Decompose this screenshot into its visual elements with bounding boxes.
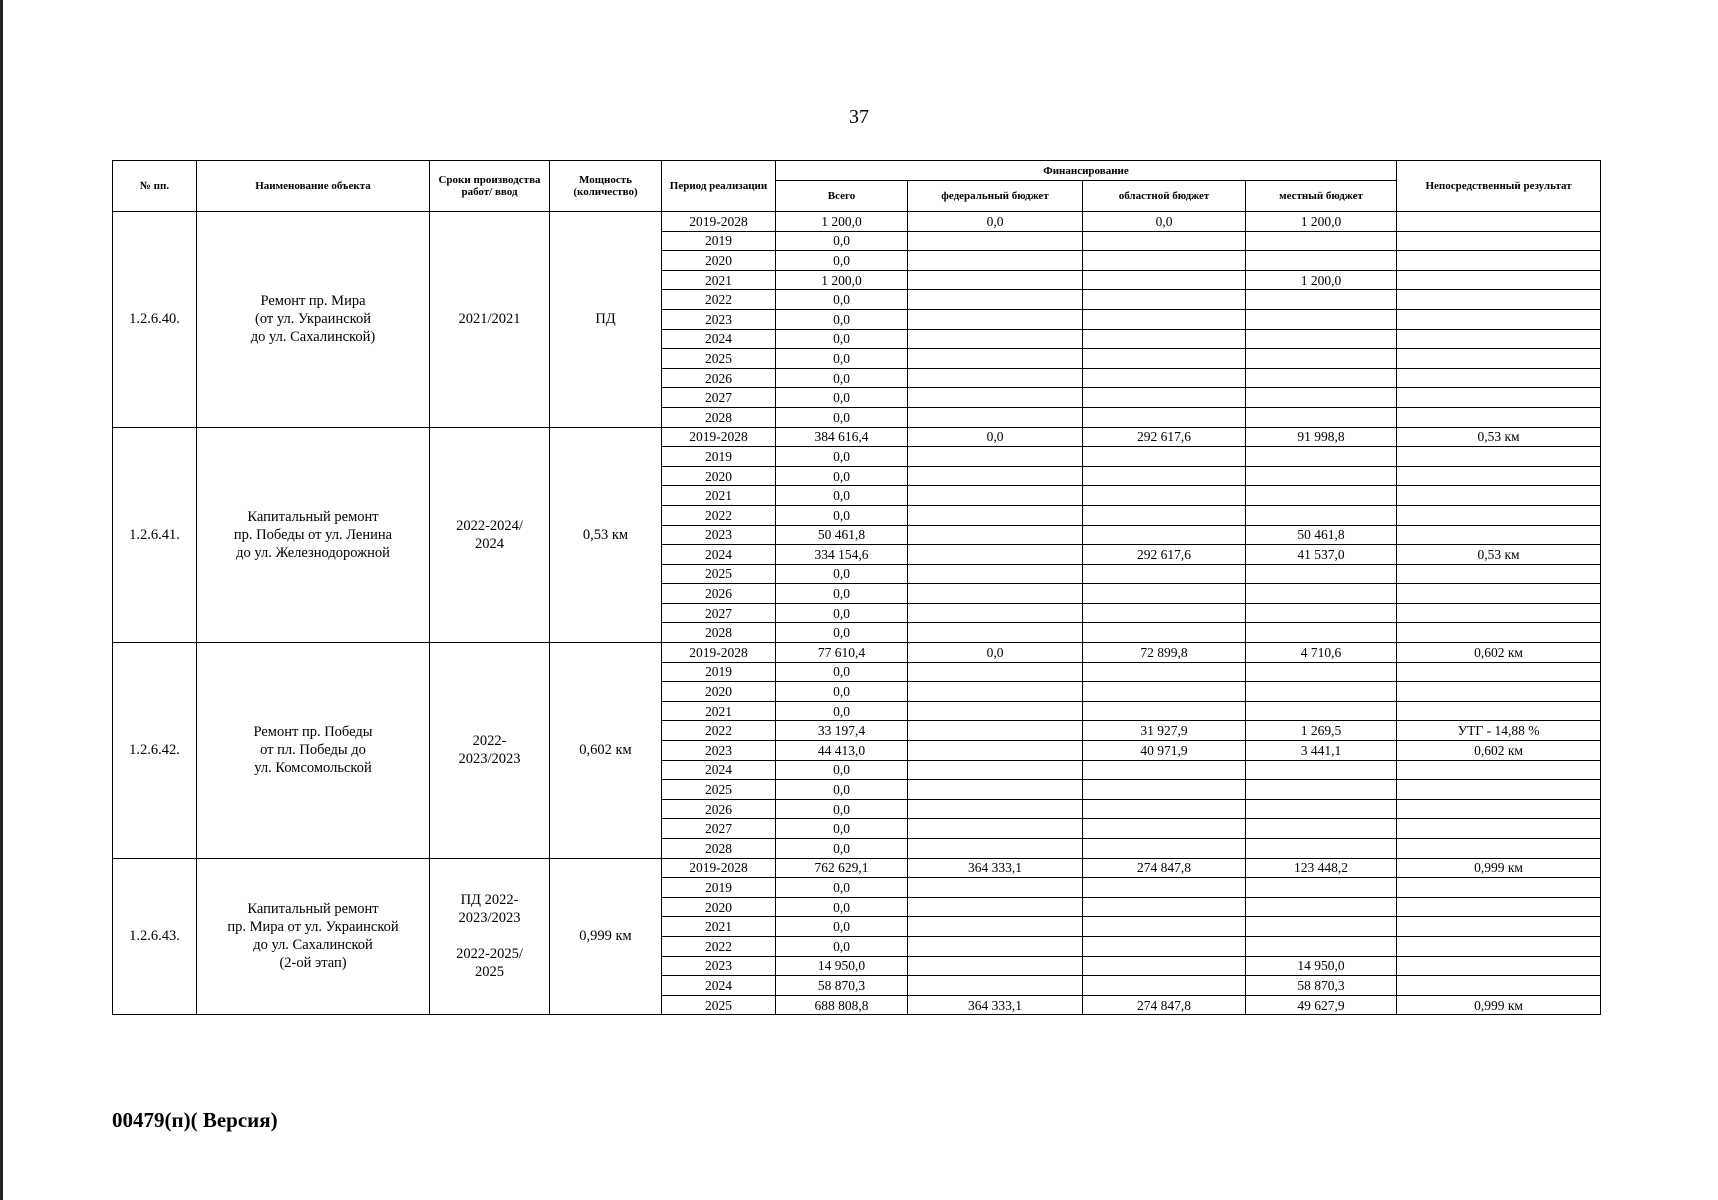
local-cell bbox=[1246, 368, 1397, 388]
period-cell: 2028 bbox=[662, 407, 776, 427]
period-cell: 2019-2028 bbox=[662, 427, 776, 447]
federal-cell bbox=[908, 270, 1083, 290]
result-cell bbox=[1397, 976, 1601, 996]
result-cell bbox=[1397, 780, 1601, 800]
regional-cell bbox=[1083, 349, 1246, 369]
object-terms-cell: ПД 2022- 2023/2023 2022-2025/ 2025 bbox=[430, 858, 550, 1015]
header-financing: Финансирование bbox=[776, 161, 1397, 181]
total-cell: 1 200,0 bbox=[776, 212, 908, 232]
federal-cell bbox=[908, 505, 1083, 525]
federal-cell bbox=[908, 251, 1083, 271]
period-cell: 2023 bbox=[662, 525, 776, 545]
federal-cell bbox=[908, 309, 1083, 329]
federal-cell bbox=[908, 701, 1083, 721]
federal-cell bbox=[908, 819, 1083, 839]
object-terms-cell: 2022-2024/ 2024 bbox=[430, 427, 550, 643]
local-cell: 58 870,3 bbox=[1246, 976, 1397, 996]
result-cell bbox=[1397, 564, 1601, 584]
regional-cell: 274 847,8 bbox=[1083, 995, 1246, 1015]
financing-table bbox=[112, 160, 1601, 1015]
result-cell: 0,53 км bbox=[1397, 427, 1601, 447]
period-cell: 2025 bbox=[662, 995, 776, 1015]
total-cell: 0,0 bbox=[776, 662, 908, 682]
federal-cell: 0,0 bbox=[908, 643, 1083, 663]
regional-cell bbox=[1083, 309, 1246, 329]
result-cell bbox=[1397, 290, 1601, 310]
federal-cell bbox=[908, 603, 1083, 623]
regional-cell bbox=[1083, 701, 1246, 721]
local-cell bbox=[1246, 701, 1397, 721]
period-cell: 2025 bbox=[662, 349, 776, 369]
local-cell bbox=[1246, 231, 1397, 251]
regional-cell bbox=[1083, 662, 1246, 682]
total-cell: 0,0 bbox=[776, 466, 908, 486]
total-cell: 0,0 bbox=[776, 780, 908, 800]
federal-cell bbox=[908, 407, 1083, 427]
federal-cell bbox=[908, 447, 1083, 467]
regional-cell bbox=[1083, 956, 1246, 976]
regional-cell bbox=[1083, 329, 1246, 349]
federal-cell bbox=[908, 936, 1083, 956]
total-cell: 0,0 bbox=[776, 799, 908, 819]
header-local: местный бюджет bbox=[1246, 181, 1397, 212]
total-cell: 44 413,0 bbox=[776, 741, 908, 761]
period-cell: 2022 bbox=[662, 505, 776, 525]
result-cell bbox=[1397, 917, 1601, 937]
federal-cell bbox=[908, 349, 1083, 369]
federal-cell bbox=[908, 388, 1083, 408]
federal-cell bbox=[908, 623, 1083, 643]
period-cell: 2021 bbox=[662, 486, 776, 506]
total-cell: 0,0 bbox=[776, 407, 908, 427]
local-cell bbox=[1246, 780, 1397, 800]
period-cell: 2024 bbox=[662, 329, 776, 349]
object-capacity-cell: ПД bbox=[550, 212, 662, 428]
period-cell: 2021 bbox=[662, 270, 776, 290]
object-terms-cell: 2021/2021 bbox=[430, 212, 550, 428]
period-cell: 2026 bbox=[662, 368, 776, 388]
result-cell bbox=[1397, 447, 1601, 467]
total-cell: 0,0 bbox=[776, 819, 908, 839]
local-cell bbox=[1246, 407, 1397, 427]
local-cell bbox=[1246, 486, 1397, 506]
regional-cell bbox=[1083, 407, 1246, 427]
federal-cell bbox=[908, 545, 1083, 565]
header-total: Всего bbox=[776, 181, 908, 212]
header-federal: федеральный бюджет bbox=[908, 181, 1083, 212]
federal-cell bbox=[908, 839, 1083, 859]
total-cell: 33 197,4 bbox=[776, 721, 908, 741]
result-cell bbox=[1397, 329, 1601, 349]
table-row bbox=[113, 212, 1601, 232]
federal-cell bbox=[908, 231, 1083, 251]
regional-cell bbox=[1083, 603, 1246, 623]
federal-cell bbox=[908, 760, 1083, 780]
regional-cell bbox=[1083, 584, 1246, 604]
object-capacity-cell: 0,602 км bbox=[550, 643, 662, 859]
object-capacity-cell: 0,53 км bbox=[550, 427, 662, 643]
regional-cell bbox=[1083, 839, 1246, 859]
result-cell bbox=[1397, 662, 1601, 682]
regional-cell bbox=[1083, 505, 1246, 525]
result-cell bbox=[1397, 819, 1601, 839]
local-cell bbox=[1246, 799, 1397, 819]
local-cell: 1 200,0 bbox=[1246, 212, 1397, 232]
regional-cell bbox=[1083, 231, 1246, 251]
regional-cell bbox=[1083, 878, 1246, 898]
result-cell bbox=[1397, 936, 1601, 956]
result-cell: 0,999 км bbox=[1397, 858, 1601, 878]
period-cell: 2023 bbox=[662, 741, 776, 761]
federal-cell bbox=[908, 486, 1083, 506]
federal-cell bbox=[908, 897, 1083, 917]
regional-cell bbox=[1083, 525, 1246, 545]
total-cell: 0,0 bbox=[776, 564, 908, 584]
header-regional: областной бюджет bbox=[1083, 181, 1246, 212]
total-cell: 0,0 bbox=[776, 368, 908, 388]
regional-cell: 72 899,8 bbox=[1083, 643, 1246, 663]
regional-cell bbox=[1083, 447, 1246, 467]
period-cell: 2027 bbox=[662, 603, 776, 623]
local-cell: 1 269,5 bbox=[1246, 721, 1397, 741]
total-cell: 0,0 bbox=[776, 878, 908, 898]
result-cell bbox=[1397, 799, 1601, 819]
period-cell: 2022 bbox=[662, 936, 776, 956]
result-cell bbox=[1397, 878, 1601, 898]
period-cell: 2027 bbox=[662, 388, 776, 408]
local-cell bbox=[1246, 329, 1397, 349]
regional-cell bbox=[1083, 917, 1246, 937]
regional-cell: 31 927,9 bbox=[1083, 721, 1246, 741]
result-cell bbox=[1397, 584, 1601, 604]
object-terms-cell: 2022- 2023/2023 bbox=[430, 643, 550, 859]
object-num-cell: 1.2.6.42. bbox=[113, 643, 197, 859]
local-cell bbox=[1246, 584, 1397, 604]
result-cell: УТГ - 14,88 % bbox=[1397, 721, 1601, 741]
result-cell bbox=[1397, 505, 1601, 525]
result-cell bbox=[1397, 760, 1601, 780]
local-cell bbox=[1246, 917, 1397, 937]
header-period: Период реализации bbox=[662, 161, 776, 212]
header-result: Непосредственный результат bbox=[1397, 161, 1601, 212]
local-cell: 50 461,8 bbox=[1246, 525, 1397, 545]
object-num-cell: 1.2.6.40. bbox=[113, 212, 197, 428]
period-cell: 2019 bbox=[662, 447, 776, 467]
object-name-cell: Капитальный ремонт пр. Победы от ул. Ленина до ул. Железнодорожной bbox=[197, 427, 430, 643]
period-cell: 2024 bbox=[662, 760, 776, 780]
object-name-cell: Ремонт пр. Мира (от ул. Украинской до ул. Сахалинской) bbox=[197, 212, 430, 428]
total-cell: 0,0 bbox=[776, 309, 908, 329]
federal-cell: 364 333,1 bbox=[908, 858, 1083, 878]
total-cell: 0,0 bbox=[776, 447, 908, 467]
result-cell bbox=[1397, 897, 1601, 917]
local-cell bbox=[1246, 447, 1397, 467]
local-cell: 4 710,6 bbox=[1246, 643, 1397, 663]
federal-cell bbox=[908, 917, 1083, 937]
local-cell bbox=[1246, 603, 1397, 623]
total-cell: 0,0 bbox=[776, 936, 908, 956]
period-cell: 2021 bbox=[662, 701, 776, 721]
total-cell: 688 808,8 bbox=[776, 995, 908, 1015]
object-num-cell: 1.2.6.43. bbox=[113, 858, 197, 1015]
regional-cell bbox=[1083, 466, 1246, 486]
header-name: Наименование объекта bbox=[197, 161, 430, 212]
regional-cell bbox=[1083, 388, 1246, 408]
local-cell bbox=[1246, 897, 1397, 917]
total-cell: 0,0 bbox=[776, 231, 908, 251]
total-cell: 0,0 bbox=[776, 760, 908, 780]
total-cell: 0,0 bbox=[776, 329, 908, 349]
total-cell: 0,0 bbox=[776, 839, 908, 859]
object-num-cell: 1.2.6.41. bbox=[113, 427, 197, 643]
federal-cell bbox=[908, 564, 1083, 584]
local-cell bbox=[1246, 839, 1397, 859]
total-cell: 0,0 bbox=[776, 682, 908, 702]
total-cell: 0,0 bbox=[776, 917, 908, 937]
regional-cell: 292 617,6 bbox=[1083, 545, 1246, 565]
period-cell: 2028 bbox=[662, 623, 776, 643]
total-cell: 0,0 bbox=[776, 505, 908, 525]
table-body bbox=[113, 212, 1601, 1015]
total-cell: 58 870,3 bbox=[776, 976, 908, 996]
regional-cell bbox=[1083, 976, 1246, 996]
period-cell: 2025 bbox=[662, 564, 776, 584]
local-cell bbox=[1246, 564, 1397, 584]
local-cell: 91 998,8 bbox=[1246, 427, 1397, 447]
regional-cell bbox=[1083, 819, 1246, 839]
federal-cell: 0,0 bbox=[908, 212, 1083, 232]
result-cell bbox=[1397, 466, 1601, 486]
period-cell: 2024 bbox=[662, 545, 776, 565]
local-cell: 41 537,0 bbox=[1246, 545, 1397, 565]
result-cell bbox=[1397, 701, 1601, 721]
result-cell: 0,999 км bbox=[1397, 995, 1601, 1015]
period-cell: 2023 bbox=[662, 309, 776, 329]
total-cell: 0,0 bbox=[776, 290, 908, 310]
federal-cell bbox=[908, 329, 1083, 349]
scan-edge-line bbox=[0, 0, 3, 1200]
local-cell bbox=[1246, 819, 1397, 839]
federal-cell bbox=[908, 956, 1083, 976]
table-row bbox=[113, 643, 1601, 663]
local-cell: 49 627,9 bbox=[1246, 995, 1397, 1015]
regional-cell bbox=[1083, 270, 1246, 290]
total-cell: 0,0 bbox=[776, 349, 908, 369]
result-cell bbox=[1397, 682, 1601, 702]
regional-cell bbox=[1083, 623, 1246, 643]
period-cell: 2028 bbox=[662, 839, 776, 859]
total-cell: 14 950,0 bbox=[776, 956, 908, 976]
result-cell bbox=[1397, 231, 1601, 251]
federal-cell: 364 333,1 bbox=[908, 995, 1083, 1015]
local-cell bbox=[1246, 623, 1397, 643]
federal-cell bbox=[908, 721, 1083, 741]
total-cell: 0,0 bbox=[776, 388, 908, 408]
object-name-cell: Капитальный ремонт пр. Мира от ул. Украинской до ул. Сахалинской (2-ой этап) bbox=[197, 858, 430, 1015]
federal-cell bbox=[908, 525, 1083, 545]
table-header bbox=[113, 161, 1601, 212]
regional-cell bbox=[1083, 682, 1246, 702]
regional-cell bbox=[1083, 799, 1246, 819]
period-cell: 2020 bbox=[662, 897, 776, 917]
total-cell: 334 154,6 bbox=[776, 545, 908, 565]
federal-cell bbox=[908, 780, 1083, 800]
total-cell: 0,0 bbox=[776, 701, 908, 721]
regional-cell bbox=[1083, 290, 1246, 310]
regional-cell bbox=[1083, 936, 1246, 956]
total-cell: 0,0 bbox=[776, 623, 908, 643]
result-cell bbox=[1397, 388, 1601, 408]
period-cell: 2025 bbox=[662, 780, 776, 800]
result-cell bbox=[1397, 525, 1601, 545]
local-cell bbox=[1246, 936, 1397, 956]
federal-cell bbox=[908, 466, 1083, 486]
regional-cell bbox=[1083, 780, 1246, 800]
result-cell bbox=[1397, 603, 1601, 623]
federal-cell bbox=[908, 662, 1083, 682]
local-cell bbox=[1246, 760, 1397, 780]
period-cell: 2019-2028 bbox=[662, 643, 776, 663]
federal-cell bbox=[908, 368, 1083, 388]
regional-cell: 274 847,8 bbox=[1083, 858, 1246, 878]
local-cell: 1 200,0 bbox=[1246, 270, 1397, 290]
total-cell: 77 610,4 bbox=[776, 643, 908, 663]
total-cell: 1 200,0 bbox=[776, 270, 908, 290]
federal-cell bbox=[908, 976, 1083, 996]
period-cell: 2019-2028 bbox=[662, 858, 776, 878]
period-cell: 2026 bbox=[662, 799, 776, 819]
total-cell: 762 629,1 bbox=[776, 858, 908, 878]
object-name-cell: Ремонт пр. Победы от пл. Победы до ул. Комсомольской bbox=[197, 643, 430, 859]
federal-cell: 0,0 bbox=[908, 427, 1083, 447]
regional-cell: 292 617,6 bbox=[1083, 427, 1246, 447]
result-cell bbox=[1397, 486, 1601, 506]
period-cell: 2019 bbox=[662, 878, 776, 898]
federal-cell bbox=[908, 290, 1083, 310]
regional-cell bbox=[1083, 486, 1246, 506]
document-footer: 00479(п)( Версия) bbox=[112, 1108, 278, 1132]
regional-cell bbox=[1083, 251, 1246, 271]
regional-cell: 40 971,9 bbox=[1083, 741, 1246, 761]
local-cell bbox=[1246, 309, 1397, 329]
period-cell: 2027 bbox=[662, 819, 776, 839]
result-cell bbox=[1397, 270, 1601, 290]
regional-cell bbox=[1083, 368, 1246, 388]
total-cell: 0,0 bbox=[776, 251, 908, 271]
federal-cell bbox=[908, 799, 1083, 819]
regional-cell bbox=[1083, 564, 1246, 584]
result-cell bbox=[1397, 309, 1601, 329]
period-cell: 2019-2028 bbox=[662, 212, 776, 232]
total-cell: 50 461,8 bbox=[776, 525, 908, 545]
regional-cell bbox=[1083, 760, 1246, 780]
total-cell: 0,0 bbox=[776, 584, 908, 604]
period-cell: 2022 bbox=[662, 721, 776, 741]
local-cell bbox=[1246, 505, 1397, 525]
result-cell bbox=[1397, 407, 1601, 427]
total-cell: 0,0 bbox=[776, 897, 908, 917]
result-cell bbox=[1397, 623, 1601, 643]
result-cell: 0,53 км bbox=[1397, 545, 1601, 565]
local-cell: 14 950,0 bbox=[1246, 956, 1397, 976]
regional-cell: 0,0 bbox=[1083, 212, 1246, 232]
federal-cell bbox=[908, 878, 1083, 898]
period-cell: 2020 bbox=[662, 251, 776, 271]
local-cell bbox=[1246, 682, 1397, 702]
federal-cell bbox=[908, 741, 1083, 761]
period-cell: 2020 bbox=[662, 682, 776, 702]
result-cell bbox=[1397, 368, 1601, 388]
table-row bbox=[113, 858, 1601, 878]
result-cell: 0,602 км bbox=[1397, 741, 1601, 761]
result-cell: 0,602 км bbox=[1397, 643, 1601, 663]
local-cell bbox=[1246, 251, 1397, 271]
federal-cell bbox=[908, 682, 1083, 702]
period-cell: 2019 bbox=[662, 662, 776, 682]
page-number: 37 bbox=[849, 106, 869, 128]
total-cell: 0,0 bbox=[776, 603, 908, 623]
local-cell bbox=[1246, 290, 1397, 310]
period-cell: 2020 bbox=[662, 466, 776, 486]
period-cell: 2026 bbox=[662, 584, 776, 604]
local-cell: 123 448,2 bbox=[1246, 858, 1397, 878]
local-cell bbox=[1246, 349, 1397, 369]
regional-cell bbox=[1083, 897, 1246, 917]
local-cell bbox=[1246, 878, 1397, 898]
result-cell bbox=[1397, 956, 1601, 976]
period-cell: 2023 bbox=[662, 956, 776, 976]
federal-cell bbox=[908, 584, 1083, 604]
result-cell bbox=[1397, 349, 1601, 369]
total-cell: 384 616,4 bbox=[776, 427, 908, 447]
result-cell bbox=[1397, 212, 1601, 232]
period-cell: 2022 bbox=[662, 290, 776, 310]
period-cell: 2019 bbox=[662, 231, 776, 251]
table-row bbox=[113, 427, 1601, 447]
local-cell: 3 441,1 bbox=[1246, 741, 1397, 761]
local-cell bbox=[1246, 388, 1397, 408]
header-terms: Сроки производства работ/ ввод bbox=[430, 161, 550, 212]
header-capacity: Мощность (количество) bbox=[550, 161, 662, 212]
object-capacity-cell: 0,999 км bbox=[550, 858, 662, 1015]
period-cell: 2024 bbox=[662, 976, 776, 996]
total-cell: 0,0 bbox=[776, 486, 908, 506]
result-cell bbox=[1397, 839, 1601, 859]
header-num: № пп. bbox=[113, 161, 197, 212]
result-cell bbox=[1397, 251, 1601, 271]
local-cell bbox=[1246, 466, 1397, 486]
local-cell bbox=[1246, 662, 1397, 682]
period-cell: 2021 bbox=[662, 917, 776, 937]
